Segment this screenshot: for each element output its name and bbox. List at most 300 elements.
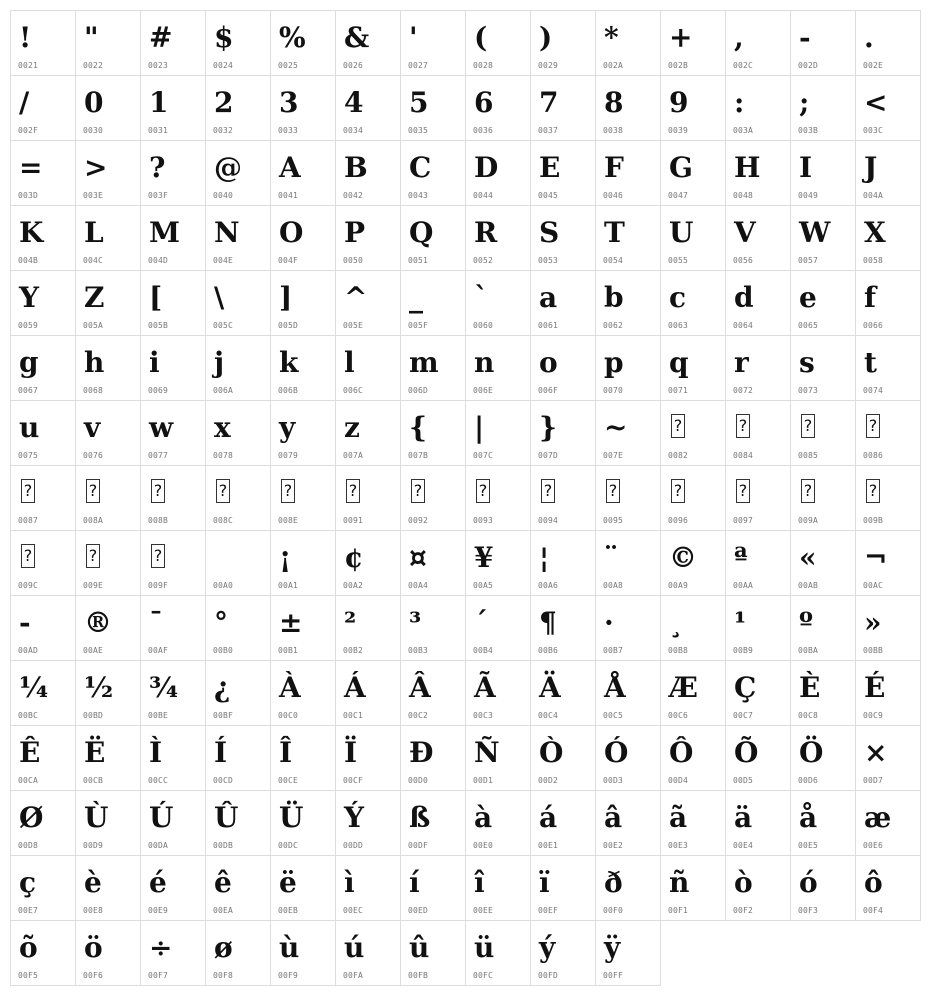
glyph-character: ¥ <box>474 541 494 574</box>
glyph-codepoint: 00EE <box>473 906 494 915</box>
glyph-cell <box>531 726 596 791</box>
glyph-cell <box>76 76 141 141</box>
glyph-cell <box>206 76 271 141</box>
glyph-codepoint: 0076 <box>83 451 104 460</box>
glyph-cell <box>791 531 856 596</box>
glyph-cell <box>531 661 596 726</box>
glyph-character: ¾ <box>149 671 179 704</box>
glyph-character: ( <box>474 21 488 54</box>
glyph-cell <box>596 596 661 661</box>
glyph-codepoint: 009A <box>798 516 819 525</box>
glyph-character: Â <box>409 671 431 704</box>
glyph-codepoint: 00E6 <box>863 841 884 850</box>
glyph-codepoint: 00ED <box>408 906 429 915</box>
glyph-codepoint: 00EB <box>278 906 299 915</box>
glyph-codepoint: 006F <box>538 386 559 395</box>
glyph-codepoint: 0092 <box>408 516 429 525</box>
glyph-cell <box>466 791 531 856</box>
glyph-codepoint: 002D <box>798 61 819 70</box>
glyph-codepoint: 0048 <box>733 191 754 200</box>
glyph-cell <box>596 921 661 986</box>
glyph-codepoint: 009E <box>83 581 104 590</box>
glyph-codepoint: 005D <box>278 321 299 330</box>
glyph-cell <box>856 466 921 531</box>
glyph-character: Ì <box>149 736 163 769</box>
glyph-character: W <box>799 216 831 249</box>
glyph-cell <box>596 726 661 791</box>
glyph-cell <box>11 466 76 531</box>
glyph-cell <box>76 11 141 76</box>
glyph-codepoint: 0095 <box>603 516 624 525</box>
missing-glyph-box: ? <box>736 479 750 503</box>
glyph-codepoint: 009F <box>148 581 169 590</box>
glyph-character: Y <box>19 281 39 314</box>
glyph-cell <box>206 661 271 726</box>
glyph-cell <box>76 206 141 271</box>
glyph-character: Ô <box>669 736 694 769</box>
glyph-cell <box>661 531 726 596</box>
glyph-character: [ <box>149 281 163 314</box>
glyph-cell <box>401 141 466 206</box>
glyph-codepoint: 002A <box>603 61 624 70</box>
glyph-character: | <box>474 411 485 444</box>
glyph-cell <box>466 466 531 531</box>
glyph-cell <box>791 791 856 856</box>
glyph-cell <box>336 271 401 336</box>
glyph-cell <box>206 531 271 596</box>
glyph-cell <box>791 596 856 661</box>
missing-glyph-box: ? <box>86 479 100 503</box>
glyph-codepoint: 0060 <box>473 321 494 330</box>
glyph-cell <box>466 336 531 401</box>
glyph-codepoint: 005E <box>343 321 364 330</box>
glyph-cell <box>726 596 791 661</box>
glyph-codepoint: 00C4 <box>538 711 559 720</box>
glyph-character: ~ <box>604 411 628 444</box>
glyph-codepoint: 0054 <box>603 256 624 265</box>
glyph-character: g <box>19 346 39 379</box>
glyph-codepoint: 00FB <box>408 971 429 980</box>
glyph-cell <box>726 856 791 921</box>
glyph-codepoint: 00CF <box>343 776 364 785</box>
glyph-codepoint: 00C7 <box>733 711 754 720</box>
glyph-codepoint: 00D7 <box>863 776 884 785</box>
glyph-character: b <box>604 281 624 314</box>
glyph-character: ! <box>19 21 32 54</box>
glyph-codepoint: 0065 <box>798 321 819 330</box>
glyph-cell <box>206 921 271 986</box>
glyph-grid <box>10 10 921 986</box>
glyph-cell <box>466 11 531 76</box>
glyph-cell <box>401 921 466 986</box>
glyph-character: Ç <box>734 671 757 704</box>
glyph-codepoint: 0043 <box>408 191 429 200</box>
missing-glyph-box: ? <box>151 479 165 503</box>
glyph-character: º <box>799 606 813 639</box>
glyph-character: ã <box>669 801 688 834</box>
glyph-character: ç <box>19 866 37 899</box>
glyph-cell <box>76 726 141 791</box>
glyph-cell <box>531 336 596 401</box>
glyph-character: 1 <box>149 86 169 119</box>
glyph-character: Ú <box>149 801 174 834</box>
glyph-codepoint: 00CA <box>18 776 39 785</box>
glyph-cell <box>726 206 791 271</box>
glyph-codepoint: 00E8 <box>83 906 104 915</box>
glyph-codepoint: 007B <box>408 451 429 460</box>
glyph-codepoint: 0026 <box>343 61 364 70</box>
glyph-character: Û <box>214 801 239 834</box>
glyph-character: p <box>604 346 624 379</box>
glyph-cell <box>271 76 336 141</box>
glyph-cell <box>271 206 336 271</box>
glyph-codepoint: 0038 <box>603 126 624 135</box>
glyph-codepoint: 00B9 <box>733 646 754 655</box>
glyph-cell <box>11 401 76 466</box>
glyph-codepoint: 0086 <box>863 451 884 460</box>
glyph-cell <box>596 791 661 856</box>
glyph-cell <box>76 336 141 401</box>
glyph-character: 0 <box>84 86 104 119</box>
glyph-codepoint: 0039 <box>668 126 689 135</box>
glyph-cell <box>531 466 596 531</box>
glyph-cell <box>141 141 206 206</box>
glyph-character: 6 <box>474 86 494 119</box>
glyph-codepoint: 0067 <box>18 386 39 395</box>
glyph-character: à <box>474 801 493 834</box>
glyph-codepoint: 0049 <box>798 191 819 200</box>
glyph-cell <box>141 791 206 856</box>
glyph-character: ³ <box>409 606 422 639</box>
glyph-character: Á <box>344 671 366 704</box>
glyph-codepoint: 00B2 <box>343 646 364 655</box>
glyph-character: È <box>799 671 821 704</box>
glyph-cell <box>271 661 336 726</box>
glyph-codepoint: 00F3 <box>798 906 819 915</box>
glyph-cell <box>11 141 76 206</box>
glyph-character: ² <box>344 606 357 639</box>
glyph-character: 7 <box>539 86 559 119</box>
glyph-codepoint: 007A <box>343 451 364 460</box>
glyph-codepoint: 006D <box>408 386 429 395</box>
glyph-codepoint: 0061 <box>538 321 559 330</box>
glyph-codepoint: 00E9 <box>148 906 169 915</box>
glyph-character: : <box>734 86 745 119</box>
glyph-codepoint: 00EF <box>538 906 559 915</box>
glyph-codepoint: 006E <box>473 386 494 395</box>
glyph-character: \ <box>214 281 225 314</box>
glyph-codepoint: 00B7 <box>603 646 624 655</box>
glyph-cell <box>466 206 531 271</box>
missing-glyph-box: ? <box>541 479 555 503</box>
glyph-cell <box>141 11 206 76</box>
glyph-character: y <box>279 411 296 444</box>
glyph-character: Z <box>84 281 105 314</box>
glyph-cell <box>401 11 466 76</box>
glyph-cell <box>791 336 856 401</box>
glyph-cell <box>271 791 336 856</box>
glyph-codepoint: 0084 <box>733 451 754 460</box>
glyph-codepoint: 0044 <box>473 191 494 200</box>
glyph-codepoint: 0073 <box>798 386 819 395</box>
glyph-character: F <box>604 151 624 184</box>
glyph-cell <box>141 336 206 401</box>
glyph-cell <box>661 141 726 206</box>
glyph-character: " <box>84 21 99 54</box>
glyph-character: Ø <box>19 801 44 834</box>
glyph-cell <box>466 531 531 596</box>
glyph-cell <box>661 336 726 401</box>
glyph-codepoint: 0079 <box>278 451 299 460</box>
glyph-cell <box>206 336 271 401</box>
glyph-codepoint: 009B <box>863 516 884 525</box>
glyph-codepoint: 00CC <box>148 776 169 785</box>
glyph-codepoint: 009C <box>18 581 39 590</box>
glyph-codepoint: 0046 <box>603 191 624 200</box>
glyph-codepoint: 00AE <box>83 646 104 655</box>
glyph-cell <box>11 206 76 271</box>
glyph-character: ® <box>84 606 112 639</box>
glyph-cell <box>141 531 206 596</box>
glyph-cell <box>11 596 76 661</box>
glyph-cell <box>76 596 141 661</box>
glyph-cell <box>401 856 466 921</box>
glyph-codepoint: 00F4 <box>863 906 884 915</box>
glyph-character: n <box>474 346 495 379</box>
glyph-cell <box>726 271 791 336</box>
glyph-character: # <box>149 21 173 54</box>
glyph-character: $ <box>214 21 234 54</box>
missing-glyph-box: ? <box>346 479 360 503</box>
glyph-character: _ <box>409 281 423 314</box>
glyph-codepoint: 0035 <box>408 126 429 135</box>
glyph-cell <box>466 661 531 726</box>
glyph-character: ù <box>279 931 300 964</box>
glyph-character: x <box>214 411 231 444</box>
glyph-character: æ <box>864 801 892 834</box>
glyph-cell <box>76 921 141 986</box>
glyph-character: ø <box>214 931 233 964</box>
glyph-cell <box>596 76 661 141</box>
glyph-character: Î <box>279 736 293 769</box>
glyph-cell <box>141 921 206 986</box>
glyph-cell <box>856 596 921 661</box>
glyph-character: ) <box>539 21 553 54</box>
glyph-cell <box>401 596 466 661</box>
glyph-codepoint: 004E <box>213 256 234 265</box>
glyph-codepoint: 00BF <box>213 711 234 720</box>
glyph-cell <box>661 791 726 856</box>
glyph-codepoint: 00DD <box>343 841 364 850</box>
glyph-codepoint: 00D6 <box>798 776 819 785</box>
glyph-cell <box>856 726 921 791</box>
glyph-cell <box>531 791 596 856</box>
glyph-character: M <box>149 216 180 249</box>
glyph-character: c <box>669 281 687 314</box>
glyph-character: è <box>84 866 102 899</box>
glyph-codepoint: 0068 <box>83 386 104 395</box>
glyph-cell <box>726 141 791 206</box>
glyph-cell <box>11 921 76 986</box>
missing-glyph-box: ? <box>476 479 490 503</box>
glyph-codepoint: 003A <box>733 126 754 135</box>
glyph-codepoint: 0047 <box>668 191 689 200</box>
glyph-character: H <box>734 151 761 184</box>
glyph-character: C <box>409 151 432 184</box>
glyph-codepoint: 00C3 <box>473 711 494 720</box>
glyph-character: / <box>19 86 30 119</box>
glyph-codepoint: 0074 <box>863 386 884 395</box>
glyph-cell <box>726 336 791 401</box>
glyph-character: ö <box>84 931 103 964</box>
glyph-cell <box>596 401 661 466</box>
glyph-character: R <box>474 216 498 249</box>
glyph-codepoint: 00DA <box>148 841 169 850</box>
glyph-cell <box>271 141 336 206</box>
glyph-cell <box>466 141 531 206</box>
glyph-cell <box>141 466 206 531</box>
glyph-cell <box>466 271 531 336</box>
glyph-codepoint: 003B <box>798 126 819 135</box>
glyph-codepoint: 00E7 <box>18 906 39 915</box>
glyph-codepoint: 006A <box>213 386 234 395</box>
glyph-codepoint: 0021 <box>18 61 39 70</box>
missing-glyph-box: ? <box>216 479 230 503</box>
glyph-character: Ä <box>539 671 561 704</box>
glyph-codepoint: 00D9 <box>83 841 104 850</box>
glyph-codepoint: 00F5 <box>18 971 39 980</box>
glyph-codepoint: 00CE <box>278 776 299 785</box>
glyph-cell <box>401 76 466 141</box>
glyph-cell <box>661 206 726 271</box>
glyph-codepoint: 00B0 <box>213 646 234 655</box>
glyph-codepoint: 0023 <box>148 61 169 70</box>
glyph-codepoint: 00E4 <box>733 841 754 850</box>
glyph-character: ¸ <box>669 606 683 639</box>
glyph-cell <box>661 596 726 661</box>
glyph-character: ^ <box>344 281 368 314</box>
glyph-cell <box>401 791 466 856</box>
glyph-cell <box>76 271 141 336</box>
glyph-character: Ù <box>84 801 109 834</box>
glyph-character: % <box>279 21 306 54</box>
glyph-cell <box>661 466 726 531</box>
glyph-cell <box>856 336 921 401</box>
missing-glyph-box: ? <box>866 479 880 503</box>
glyph-cell <box>206 141 271 206</box>
glyph-cell <box>206 206 271 271</box>
glyph-codepoint: 00E0 <box>473 841 494 850</box>
glyph-character: Ê <box>19 736 41 769</box>
glyph-character: i <box>149 346 160 379</box>
glyph-character: * <box>604 21 619 54</box>
glyph-character: E <box>539 151 561 184</box>
glyph-cell <box>141 401 206 466</box>
glyph-character: ÿ <box>604 931 621 964</box>
missing-glyph-box: ? <box>866 414 880 438</box>
glyph-codepoint: 00B6 <box>538 646 559 655</box>
glyph-codepoint: 004F <box>278 256 299 265</box>
glyph-cell <box>856 661 921 726</box>
glyph-codepoint: 00A5 <box>473 581 494 590</box>
glyph-character: N <box>214 216 240 249</box>
glyph-character: k <box>279 346 299 379</box>
glyph-cell <box>726 466 791 531</box>
missing-glyph-box: ? <box>606 479 620 503</box>
glyph-codepoint: 00EA <box>213 906 234 915</box>
glyph-character: f <box>864 281 877 314</box>
glyph-cell <box>271 921 336 986</box>
glyph-codepoint: 0034 <box>343 126 364 135</box>
glyph-character: w <box>149 411 174 444</box>
glyph-codepoint: 0078 <box>213 451 234 460</box>
glyph-codepoint: 0096 <box>668 516 689 525</box>
glyph-character: T <box>604 216 625 249</box>
glyph-codepoint: 00CB <box>83 776 104 785</box>
glyph-codepoint: 003F <box>148 191 169 200</box>
glyph-character: · <box>604 606 614 639</box>
glyph-codepoint: 0027 <box>408 61 429 70</box>
missing-glyph-box: ? <box>801 414 815 438</box>
glyph-cell <box>531 596 596 661</box>
glyph-cell <box>726 11 791 76</box>
glyph-cell <box>336 466 401 531</box>
glyph-cell <box>596 856 661 921</box>
glyph-character: ¢ <box>344 541 364 574</box>
glyph-codepoint: 00D8 <box>18 841 39 850</box>
glyph-codepoint: 00FA <box>343 971 364 980</box>
glyph-codepoint: 0056 <box>733 256 754 265</box>
glyph-character: = <box>19 151 43 184</box>
glyph-cell <box>271 11 336 76</box>
glyph-character: s <box>799 346 815 379</box>
glyph-codepoint: 0082 <box>668 451 689 460</box>
glyph-cell <box>531 11 596 76</box>
glyph-cell <box>11 726 76 791</box>
glyph-character: ¯ <box>149 606 163 639</box>
glyph-character: D <box>474 151 499 184</box>
glyph-cell <box>336 11 401 76</box>
glyph-codepoint: 00D3 <box>603 776 624 785</box>
glyph-codepoint: 00A2 <box>343 581 364 590</box>
glyph-cell <box>531 271 596 336</box>
glyph-character: < <box>864 86 888 119</box>
glyph-character: ? <box>149 151 166 184</box>
glyph-codepoint: 00E3 <box>668 841 689 850</box>
glyph-character: ¨ <box>604 541 618 574</box>
glyph-character: z <box>344 411 360 444</box>
glyph-cell <box>141 856 206 921</box>
glyph-codepoint: 0071 <box>668 386 689 395</box>
glyph-codepoint: 00D4 <box>668 776 689 785</box>
glyph-codepoint: 00A4 <box>408 581 429 590</box>
glyph-cell <box>76 791 141 856</box>
missing-glyph-box: ? <box>21 544 35 568</box>
glyph-character: X <box>864 216 886 249</box>
glyph-character: - <box>799 21 811 54</box>
glyph-codepoint: 0066 <box>863 321 884 330</box>
glyph-codepoint: 0093 <box>473 516 494 525</box>
glyph-codepoint: 0041 <box>278 191 299 200</box>
glyph-character: ] <box>279 281 293 314</box>
glyph-character: ¹ <box>734 606 747 639</box>
glyph-cell <box>661 856 726 921</box>
glyph-codepoint: 00F1 <box>668 906 689 915</box>
glyph-cell <box>531 531 596 596</box>
missing-glyph-box: ? <box>671 479 685 503</box>
glyph-codepoint: 00B1 <box>278 646 299 655</box>
glyph-character: á <box>539 801 558 834</box>
